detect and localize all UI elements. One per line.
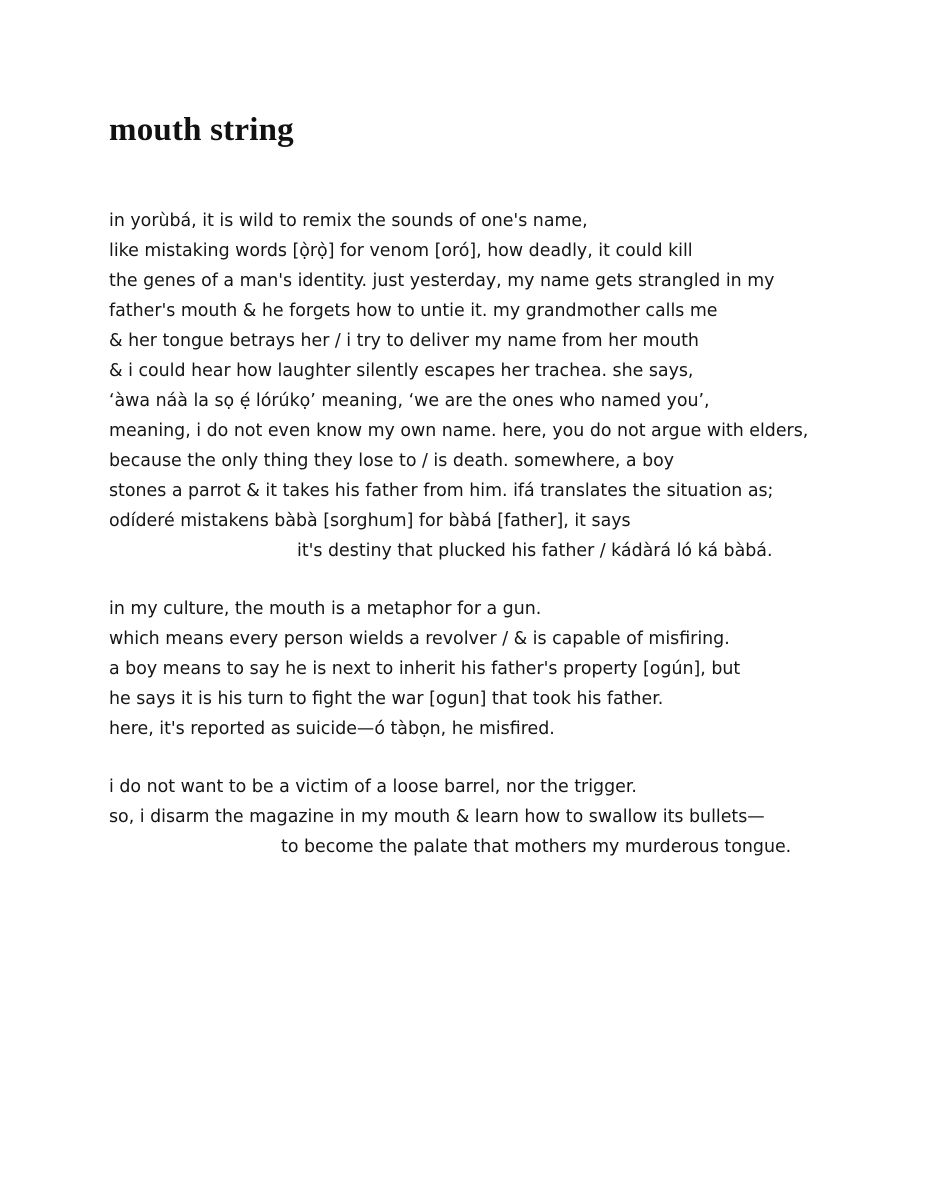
poem-line: ‘àwa náà la sọ ẹ́ lórúkọ’ meaning, ‘we are the ones who named you’, xyxy=(109,391,710,411)
stanza-3 xyxy=(109,772,899,862)
poem-line: meaning, i do not even know my own name. here, you do not argue with elders, xyxy=(109,421,809,441)
poem-line: father's mouth & he forgets how to untie it. my grandmother calls me xyxy=(109,301,718,321)
poem-line: in my culture, the mouth is a metaphor for a gun. xyxy=(109,599,542,619)
poem-line: which means every person wields a revolver / & is capable of misfiring. xyxy=(109,629,730,649)
poem-line: stones a parrot & it takes his father from him. ifá translates the situation as; xyxy=(109,481,774,501)
poem-line: like mistaking words [ọ̀rọ̀] for venom [oró], how deadly, it could kill xyxy=(109,241,693,261)
poem-line: here, it's reported as suicide—ó tàbọn, he misfired. xyxy=(109,719,555,739)
poem-line: & her tongue betrays her / i try to deliver my name from her mouth xyxy=(109,331,699,351)
poem-line: a boy means to say he is next to inherit his father's property [ogún], but xyxy=(109,659,741,679)
poem-line-indented: it's destiny that plucked his father / kádàrá ló ká bàbá. xyxy=(297,541,773,561)
poem-line-indented: to become the palate that mothers my murderous tongue. xyxy=(281,837,792,857)
poem-title: mouth string xyxy=(109,112,294,148)
poem-line: the genes of a man's identity. just yesterday, my name gets strangled in my xyxy=(109,271,775,291)
poem-line: because the only thing they lose to / is death. somewhere, a boy xyxy=(109,451,675,471)
poem-line: odíderé mistakens bàbà [sorghum] for bàbá [father], it says xyxy=(109,511,631,531)
poem-line: so, i disarm the magazine in my mouth & learn how to swallow its bullets— xyxy=(109,807,765,827)
poem-line: i do not want to be a victim of a loose barrel, nor the trigger. xyxy=(109,777,637,797)
poem-line: he says it is his turn to fight the war [ogun] that took his father. xyxy=(109,689,664,709)
poem-line: & i could hear how laughter silently escapes her trachea. she says, xyxy=(109,361,694,381)
poem-line: in yorùbá, it is wild to remix the sounds of one's name, xyxy=(109,211,588,231)
stanza-1 xyxy=(109,206,899,566)
stanza-2 xyxy=(109,594,899,744)
